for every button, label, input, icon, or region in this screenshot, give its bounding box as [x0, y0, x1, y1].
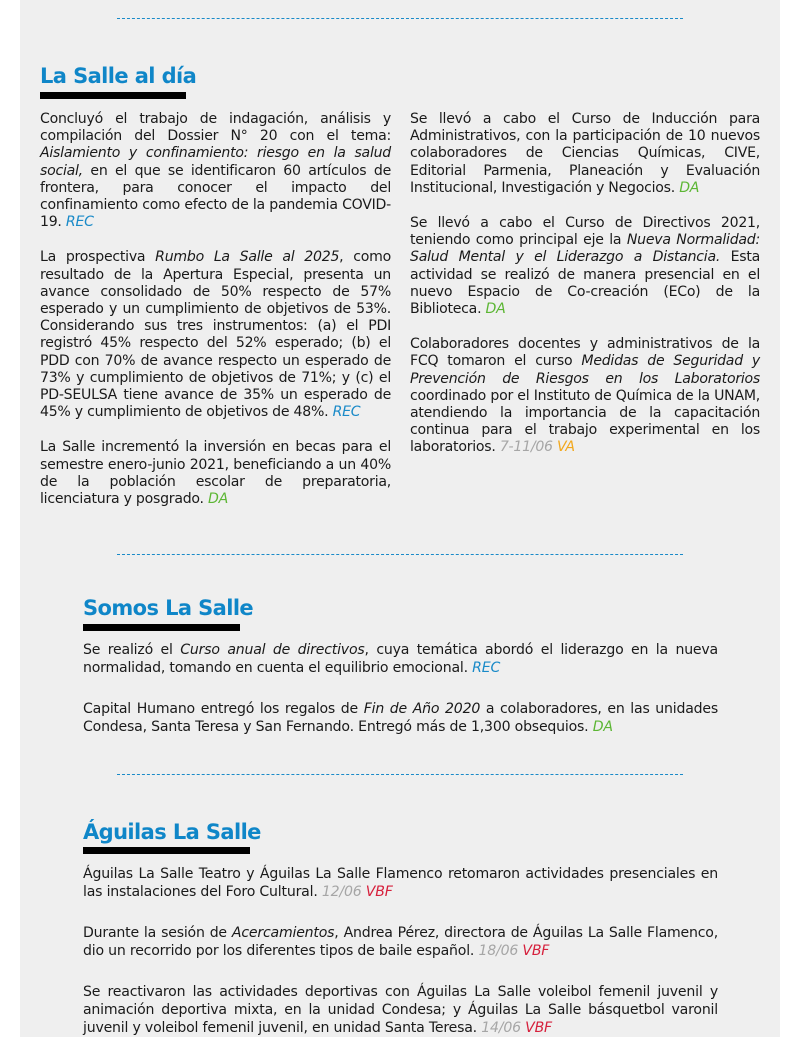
source-tag-da: DA	[485, 301, 506, 318]
news-date: 7-11/06	[499, 439, 553, 456]
news-item: Concluyó el trabajo de indagación, análisis y compilación del Dossier N° 20 con el tema: Aislamiento y confinamiento: riesgo en la salud social, en el que se identificaron 60 artículos de frontera, para conocer el impacto del confinamiento como efecto de la pandemia COVID-19. REC	[40, 111, 391, 231]
section-divider	[117, 554, 683, 555]
news-date: 12/06	[321, 884, 362, 900]
somos-la-salle-content	[83, 641, 718, 759]
news-item: Se llevó a cabo el Curso de Directivos 2021, teniendo como principal eje la Nueva Normalidad: Salud Mental y el Liderazgo a Distancia. Esta actividad se realizó de manera presencial en el nuevo Espacio de Co-creación (ECo) de la Biblioteca. DA	[410, 215, 761, 318]
news-item: Capital Humano entregó los regalos de Fin de Año 2020 a colaboradores, en las unidades Condesa, Santa Teresa y San Fernando. Entregó más de 1,300 obsequios. DA	[83, 701, 719, 735]
news-item: Se llevó a cabo el Curso de Inducción para Administrativos, con la participación de 10 nuevos colaboradores de Ciencias Químicas, CIVE, Editorial Parmenia, Planeación y Evaluación Institucional, Investigación y Negocios. DA	[410, 111, 760, 196]
section-title-underline	[83, 624, 240, 631]
source-tag-vbf: VBF	[525, 1020, 552, 1036]
source-tag-da: DA	[679, 179, 700, 196]
section-divider	[117, 774, 683, 775]
news-date: 18/06	[478, 943, 519, 959]
aguilas-la-salle-content	[83, 865, 718, 1060]
section-divider	[117, 18, 683, 19]
news-item: La prospectiva Rumbo La Salle al 2025, como resultado de la Apertura Especial, presenta un avance consolidado de 50% respecto de 57% esperado y un cumplimiento de objetivos de 53%. Considerando sus tres instrumentos: (a) el PDI registró 45% respecto del 52% esperado; (b) el PDD con 70% de avance respecto un esperado de 73% y cumplimiento de objetivos de 71%; y (c) el PD-SEULSA tiene avance de 35% un esperado de 45% y cumplimiento de objetivos de 48%. REC	[40, 249, 391, 421]
news-item: Águilas La Salle Teatro y Águilas La Salle Flamenco retomaron actividades presenciales en las instalaciones del Foro Cultural. 12/06 VBF	[83, 866, 718, 900]
section-title-aguilas-la-salle: Águilas La Salle	[83, 820, 261, 844]
section-title-underline	[83, 847, 250, 854]
source-tag-va: VA	[557, 439, 575, 456]
section-title-underline	[40, 92, 186, 99]
source-tag-da: DA	[208, 491, 228, 508]
source-tag-rec: REC	[472, 660, 501, 676]
news-item: Se realizó el Curso anual de directivos, cuya temática abordó el liderazgo en la nueva normalidad, tomando en cuenta el equilibrio emocional. REC	[83, 642, 718, 676]
source-tag-vbf: VBF	[365, 884, 393, 900]
left-column	[40, 111, 391, 526]
section-title-la-salle-al-dia: La Salle al día	[40, 64, 197, 88]
section-title-somos-la-salle: Somos La Salle	[83, 596, 254, 620]
news-item: Se reactivaron las actividades deportivas con Águilas La Salle voleibol femenil juvenil y animación deportiva mixta, en la unidad Condesa; y Águilas La Salle básquetbol varonil juvenil y voleibol femenil juvenil, en unidad Santa Teresa. 14/06 VBF	[83, 984, 718, 1036]
news-item: Durante la sesión de Acercamientos, Andrea Pérez, directora de Águilas La Salle Flamenco, dio un recorrido por los diferentes tipos de baile español. 18/06 VBF	[83, 925, 719, 959]
source-tag-rec: REC	[65, 214, 94, 231]
news-item: La Salle incrementó la inversión en becas para el semestre enero-junio 2021, beneficiando a un 40% de la población escolar de preparatoria, licenciatura y posgrado. DA	[40, 439, 391, 508]
news-date: 14/06	[481, 1020, 521, 1036]
right-column	[410, 111, 760, 475]
source-tag-rec: REC	[332, 404, 361, 421]
news-item: Colaboradores docentes y administrativos de la FCQ tomaron el curso Medidas de Seguridad y Prevención de Riesgos en los Laboratorios coordinado por el Instituto de Química de la UNAM, atendiendo la importancia de la capacitación continua para el trabajo experimental en los laboratorios. 7-11/06 VA	[410, 336, 760, 456]
source-tag-vbf: VBF	[522, 943, 550, 959]
source-tag-da: DA	[592, 719, 613, 735]
